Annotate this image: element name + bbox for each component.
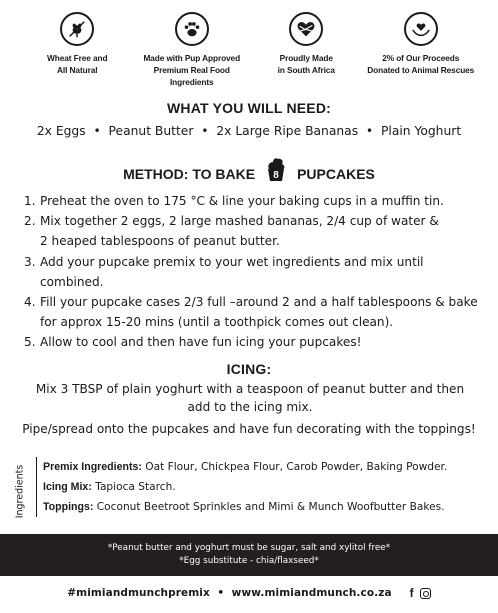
instagram-icon[interactable] (420, 588, 431, 599)
badge-south-africa-text: Proudly Made in South Africa (277, 53, 335, 76)
method-title-right: PUPCAKES (297, 166, 375, 182)
badge-row (0, 12, 498, 88)
badge-wheat-free (20, 12, 135, 88)
ingredients-label: Ingredients (14, 464, 26, 518)
needs-items: 2x Eggs • Peanut Butter • 2x Large Ripe Bananas • Plain Yoghurt (36, 124, 462, 138)
badge-pup-approved (135, 12, 250, 88)
badge-wheat-free-text: Wheat Free and All Natural (47, 53, 108, 76)
icing-title: ICING: (226, 361, 272, 377)
step-line: 4. Fill your pupcake cases 2/3 full –around 2 and a half tablespoons & bake (24, 295, 478, 310)
icing-description: Mix 3 TBSP of plain yoghurt with a teaspoon of peanut butter and then add to the icing mix. (35, 382, 465, 414)
step-line: 2. Mix together 2 eggs, 2 large mashed bananas, 2/4 cup of water & (24, 214, 439, 229)
notice-line-2: *Egg substitute - chia/flaxseed* (179, 556, 319, 566)
needs-title: WHAT YOU WILL NEED: (166, 100, 331, 116)
method-steps (24, 191, 484, 353)
footer (0, 586, 498, 600)
footer-text[interactable]: #mimiandmunchpremix • www.mimiandmunch.co.za (67, 587, 392, 599)
paw-print-icon (175, 12, 209, 46)
ingredients-list (36, 457, 484, 517)
heart-icon (289, 12, 323, 46)
step-line: 2 heaped tablespoons of peanut butter. (40, 234, 280, 249)
social-icons (410, 586, 431, 600)
badge-animal-rescues (364, 12, 479, 88)
facebook-icon[interactable]: f (409, 586, 414, 600)
premix-ingredients: Premix Ingredients: Oat Flour, Chickpea Flour, Carob Powder, Baking Powder. (43, 461, 448, 473)
method-title-left: METHOD: TO BAKE (123, 166, 256, 182)
step-line: 3. Add your pupcake premix to your wet ingredients and mix until combined. (24, 254, 424, 289)
notice-line-1: *Peanut butter and yoghurt must be sugar, salt and xylitol free* (107, 543, 391, 553)
step-line: 1. Preheat the oven to 175 °C & line your baking cups in a muffin tin. (24, 194, 444, 208)
badge-pup-approved-text: Made with Pup Approved Premium Real Food Ingredients (143, 53, 241, 88)
step-line: for approx 15-20 mins (until a toothpick comes out clean). (40, 315, 394, 330)
method-title (0, 156, 498, 182)
notice-bar (0, 534, 498, 576)
wheat-free-icon (60, 12, 94, 46)
icing-pipe-text: Pipe/spread onto the pupcakes and have fun decorating with the toppings! (22, 422, 476, 436)
step-line: 5. Allow to cool and then have fun icing your pupcakes! (24, 335, 362, 350)
toppings-ingredients: Toppings: Coconut Beetroot Sprinkles and Mimi & Munch Woofbutter Bakes. (43, 501, 445, 513)
ingredients-box (14, 453, 484, 519)
badge-south-africa (249, 12, 364, 88)
badge-animal-rescues-text: 2% of Our Proceeds Donated to Animal Rescues (367, 53, 475, 76)
heart-in-hands-icon (404, 12, 438, 46)
icing-mix-ingredients: Icing Mix: Tapioca Starch. (43, 481, 176, 493)
cupcake-icon (265, 156, 287, 182)
cupcake-number: 8 (273, 170, 279, 181)
